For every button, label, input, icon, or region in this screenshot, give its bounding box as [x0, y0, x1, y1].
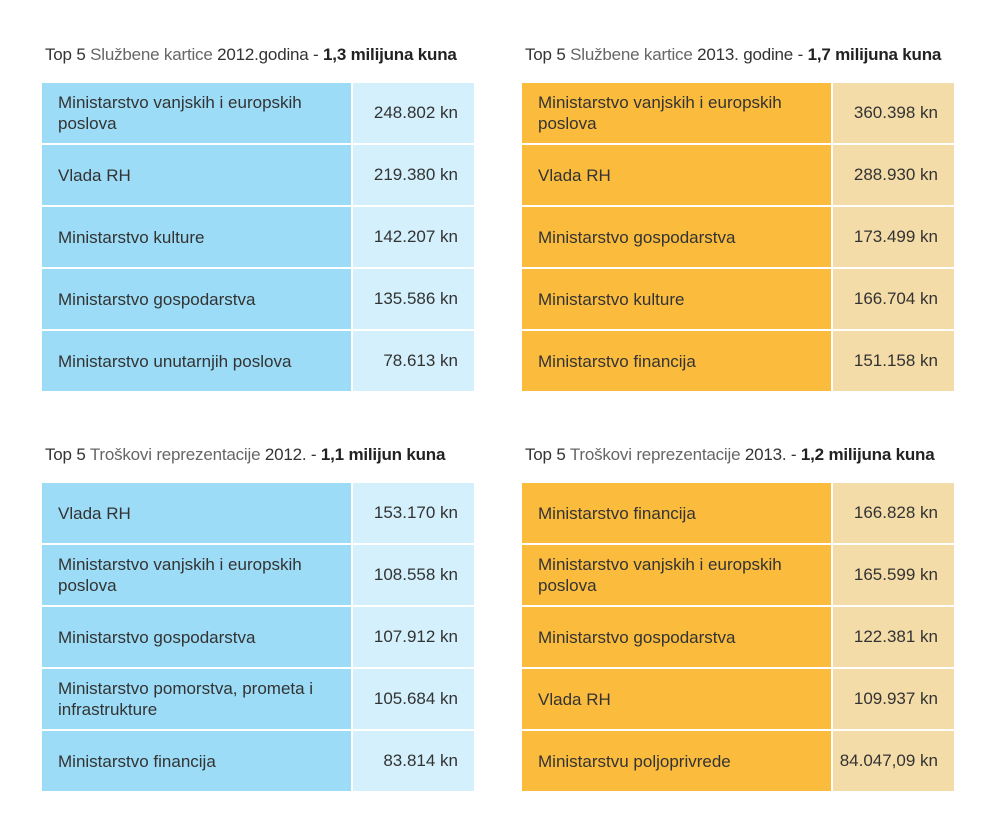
table-row: [522, 83, 954, 145]
row-name: Ministarstvo financija: [42, 731, 351, 791]
table-row: [522, 331, 954, 391]
row-name: Ministarstvo vanjskih i europskih poslova: [522, 545, 831, 605]
data-table: [42, 483, 474, 791]
row-value: 165.599 kn: [831, 545, 954, 605]
title-mid: Službene kartice: [570, 45, 698, 64]
row-name: Ministarstvo gospodarstva: [522, 207, 831, 267]
row-name: Ministarstvo gospodarstva: [522, 607, 831, 667]
row-name: Ministarstvu poljoprivrede: [522, 731, 831, 791]
row-name: Ministarstvo vanjskih i europskih poslova: [522, 83, 831, 143]
table-row: [522, 269, 954, 331]
row-name: Vlada RH: [42, 483, 351, 543]
panel-title: [45, 441, 445, 469]
title-mid: Troškovi reprezentacije: [569, 445, 745, 464]
table-row: [42, 545, 474, 607]
title-total: 1,1 milijun kuna: [320, 445, 446, 464]
row-name: Vlada RH: [522, 669, 831, 729]
table-row: [42, 83, 474, 145]
row-name: Ministarstvo financija: [522, 331, 831, 391]
row-value: 248.802 kn: [351, 83, 474, 143]
table-row: [522, 483, 954, 545]
row-name: Ministarstvo kulture: [42, 207, 351, 267]
title-total: 1,7 milijuna kuna: [807, 45, 942, 64]
row-value: 360.398 kn: [831, 83, 954, 143]
title-suffix: 2013. godine -: [697, 45, 808, 64]
panel-title: [45, 41, 457, 69]
table-row: [522, 731, 954, 791]
row-name: Ministarstvo pomorstva, prometa i infrastrukture: [42, 669, 351, 729]
row-value: 84.047,09 kn: [831, 731, 954, 791]
panel-title: [525, 41, 941, 69]
row-value: 288.930 kn: [831, 145, 954, 205]
row-name: Ministarstvo vanjskih i europskih poslova: [42, 545, 351, 605]
table-row: [42, 331, 474, 391]
row-value: 108.558 kn: [351, 545, 474, 605]
table-row: [522, 669, 954, 731]
table-row: [42, 145, 474, 207]
row-name: Ministarstvo gospodarstva: [42, 269, 351, 329]
row-value: 142.207 kn: [351, 207, 474, 267]
title-mid: Troškovi reprezentacije: [89, 445, 265, 464]
row-value: 173.499 kn: [831, 207, 954, 267]
data-table: [42, 83, 474, 391]
row-value: 122.381 kn: [831, 607, 954, 667]
data-table: [522, 483, 954, 791]
table-row: [522, 545, 954, 607]
row-value: 78.613 kn: [351, 331, 474, 391]
row-value: 109.937 kn: [831, 669, 954, 729]
title-suffix: 2012. -: [264, 445, 321, 464]
title-total: 1,2 milijuna kuna: [800, 445, 935, 464]
title-suffix: 2013. -: [744, 445, 801, 464]
row-value: 107.912 kn: [351, 607, 474, 667]
row-value: 135.586 kn: [351, 269, 474, 329]
title-prefix: Top 5: [525, 45, 571, 64]
table-row: [42, 483, 474, 545]
row-name: Ministarstvo financija: [522, 483, 831, 543]
row-value: 105.684 kn: [351, 669, 474, 729]
title-prefix: Top 5: [45, 445, 90, 464]
row-value: 166.828 kn: [831, 483, 954, 543]
table-row: [522, 607, 954, 669]
table-row: [42, 269, 474, 331]
row-value: 166.704 kn: [831, 269, 954, 329]
table-row: [42, 607, 474, 669]
table-row: [522, 207, 954, 269]
table-row: [42, 731, 474, 791]
table-row: [522, 145, 954, 207]
table-row: [42, 669, 474, 731]
row-value: 153.170 kn: [351, 483, 474, 543]
title-total: 1,3 milijuna kuna: [323, 45, 457, 64]
title-mid: Službene kartice: [90, 45, 218, 64]
row-name: Ministarstvo kulture: [522, 269, 831, 329]
row-name: Ministarstvo unutarnjih poslova: [42, 331, 351, 391]
row-name: Vlada RH: [42, 145, 351, 205]
row-name: Ministarstvo gospodarstva: [42, 607, 351, 667]
title-prefix: Top 5: [45, 45, 91, 64]
row-value: 83.814 kn: [351, 731, 474, 791]
row-name: Ministarstvo vanjskih i europskih poslova: [42, 83, 351, 143]
data-table: [522, 83, 954, 391]
panel-title: [525, 441, 935, 469]
row-value: 151.158 kn: [831, 331, 954, 391]
title-prefix: Top 5: [525, 445, 570, 464]
table-row: [42, 207, 474, 269]
title-suffix: 2012.godina -: [217, 45, 324, 64]
row-name: Vlada RH: [522, 145, 831, 205]
row-value: 219.380 kn: [351, 145, 474, 205]
